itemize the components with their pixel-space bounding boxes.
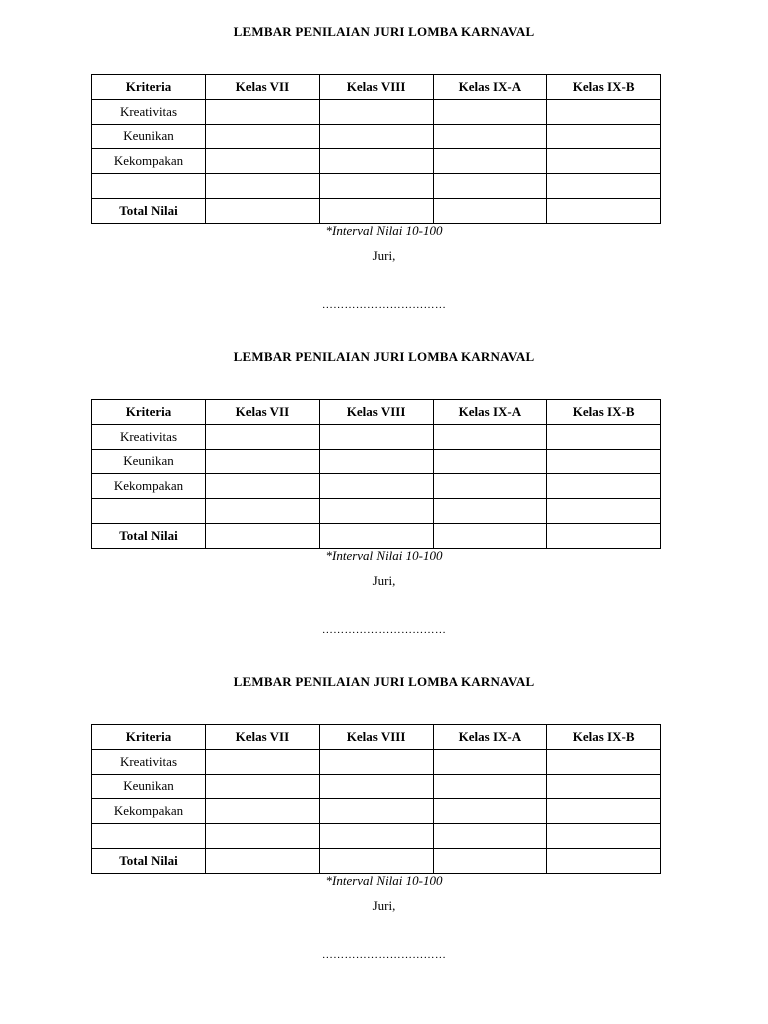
header-kelas-ix-a: Kelas IX-A xyxy=(433,75,547,100)
score-cell[interactable] xyxy=(319,774,433,799)
score-cell[interactable] xyxy=(206,99,320,124)
header-kelas-ix-b: Kelas IX-B xyxy=(547,400,661,425)
row-label xyxy=(92,824,206,849)
header-kelas-viii: Kelas VIII xyxy=(319,400,433,425)
total-cell[interactable] xyxy=(547,198,661,223)
score-cell[interactable] xyxy=(433,474,547,499)
header-kriteria: Kriteria xyxy=(92,400,206,425)
juri-label: Juri, xyxy=(372,248,396,263)
score-cell[interactable] xyxy=(206,474,320,499)
score-cell[interactable] xyxy=(206,174,320,199)
score-cell[interactable] xyxy=(319,99,433,124)
score-cell[interactable] xyxy=(206,449,320,474)
score-cell[interactable] xyxy=(547,424,661,449)
sheet-title: LEMBAR PENILAIAN JURI LOMBA KARNAVAL xyxy=(233,674,535,689)
score-cell[interactable] xyxy=(319,499,433,524)
table-row xyxy=(92,149,661,174)
score-cell[interactable] xyxy=(206,824,320,849)
table-row xyxy=(92,774,661,799)
score-cell[interactable] xyxy=(433,449,547,474)
score-cell[interactable] xyxy=(319,749,433,774)
score-cell[interactable] xyxy=(433,149,547,174)
table-row xyxy=(92,474,661,499)
score-table xyxy=(91,74,661,224)
table-total-row xyxy=(92,848,661,873)
row-label: Keunikan xyxy=(92,124,206,149)
interval-note: *Interval Nilai 10-100 xyxy=(325,873,443,888)
score-cell[interactable] xyxy=(547,499,661,524)
header-kelas-viii: Kelas VIII xyxy=(319,725,433,750)
row-label: Keunikan xyxy=(92,449,206,474)
table-total-row xyxy=(92,198,661,223)
score-cell[interactable] xyxy=(206,424,320,449)
total-cell[interactable] xyxy=(547,848,661,873)
score-cell[interactable] xyxy=(547,799,661,824)
score-cell[interactable] xyxy=(319,449,433,474)
header-kelas-vii: Kelas VII xyxy=(206,725,320,750)
signature-line: …………………………… xyxy=(321,624,447,636)
score-cell[interactable] xyxy=(547,749,661,774)
score-cell[interactable] xyxy=(206,749,320,774)
table-row xyxy=(92,424,661,449)
total-cell[interactable] xyxy=(319,523,433,548)
score-cell[interactable] xyxy=(319,424,433,449)
score-cell[interactable] xyxy=(433,499,547,524)
score-cell[interactable] xyxy=(433,749,547,774)
score-cell[interactable] xyxy=(319,824,433,849)
total-cell[interactable] xyxy=(206,848,320,873)
signature-line: …………………………… xyxy=(321,299,447,311)
total-cell[interactable] xyxy=(433,198,547,223)
header-kelas-viii: Kelas VIII xyxy=(319,75,433,100)
table-row xyxy=(92,174,661,199)
score-cell[interactable] xyxy=(206,499,320,524)
header-kelas-ix-a: Kelas IX-A xyxy=(433,725,547,750)
score-cell[interactable] xyxy=(206,149,320,174)
row-label: Kekompakan xyxy=(92,799,206,824)
header-kelas-ix-b: Kelas IX-B xyxy=(547,725,661,750)
score-cell[interactable] xyxy=(547,824,661,849)
row-label: Kekompakan xyxy=(92,149,206,174)
header-kelas-vii: Kelas VII xyxy=(206,400,320,425)
score-cell[interactable] xyxy=(547,474,661,499)
interval-note: *Interval Nilai 10-100 xyxy=(325,548,443,563)
score-cell[interactable] xyxy=(433,99,547,124)
table-row xyxy=(92,824,661,849)
total-cell[interactable] xyxy=(319,848,433,873)
score-cell[interactable] xyxy=(433,174,547,199)
total-cell[interactable] xyxy=(433,523,547,548)
sheet-title: LEMBAR PENILAIAN JURI LOMBA KARNAVAL xyxy=(233,349,535,364)
row-label: Kekompakan xyxy=(92,474,206,499)
score-table xyxy=(91,724,661,874)
header-kriteria: Kriteria xyxy=(92,725,206,750)
score-cell[interactable] xyxy=(206,774,320,799)
score-cell[interactable] xyxy=(319,799,433,824)
table-row xyxy=(92,799,661,824)
table-row xyxy=(92,749,661,774)
row-label: Kreativitas xyxy=(92,424,206,449)
row-label-total: Total Nilai xyxy=(92,198,206,223)
score-cell[interactable] xyxy=(433,824,547,849)
table-total-row xyxy=(92,523,661,548)
row-label: Keunikan xyxy=(92,774,206,799)
score-cell[interactable] xyxy=(547,174,661,199)
score-cell[interactable] xyxy=(319,124,433,149)
score-cell[interactable] xyxy=(547,124,661,149)
score-cell[interactable] xyxy=(547,449,661,474)
juri-label: Juri, xyxy=(372,573,396,588)
table-header-row xyxy=(92,725,661,750)
row-label xyxy=(92,499,206,524)
table-row xyxy=(92,449,661,474)
sheet-title: LEMBAR PENILAIAN JURI LOMBA KARNAVAL xyxy=(233,24,535,39)
score-cell[interactable] xyxy=(433,774,547,799)
total-cell[interactable] xyxy=(206,198,320,223)
score-cell[interactable] xyxy=(547,99,661,124)
score-cell[interactable] xyxy=(319,149,433,174)
total-cell[interactable] xyxy=(547,523,661,548)
header-kelas-ix-a: Kelas IX-A xyxy=(433,400,547,425)
table-header-row xyxy=(92,400,661,425)
row-label: Kreativitas xyxy=(92,749,206,774)
score-cell[interactable] xyxy=(433,799,547,824)
interval-note: *Interval Nilai 10-100 xyxy=(325,223,443,238)
table-row xyxy=(92,124,661,149)
row-label: Kreativitas xyxy=(92,99,206,124)
row-label-total: Total Nilai xyxy=(92,523,206,548)
total-cell[interactable] xyxy=(319,198,433,223)
score-table xyxy=(91,399,661,549)
row-label-total: Total Nilai xyxy=(92,848,206,873)
score-cell[interactable] xyxy=(206,799,320,824)
signature-line: …………………………… xyxy=(321,949,447,961)
score-cell[interactable] xyxy=(319,474,433,499)
score-cell[interactable] xyxy=(433,124,547,149)
header-kriteria: Kriteria xyxy=(92,75,206,100)
row-label xyxy=(92,174,206,199)
total-cell[interactable] xyxy=(433,848,547,873)
score-cell[interactable] xyxy=(206,124,320,149)
score-cell[interactable] xyxy=(433,424,547,449)
header-kelas-vii: Kelas VII xyxy=(206,75,320,100)
table-header-row xyxy=(92,75,661,100)
score-cell[interactable] xyxy=(547,774,661,799)
score-cell[interactable] xyxy=(547,149,661,174)
total-cell[interactable] xyxy=(206,523,320,548)
juri-label: Juri, xyxy=(372,898,396,913)
header-kelas-ix-b: Kelas IX-B xyxy=(547,75,661,100)
table-row xyxy=(92,499,661,524)
score-cell[interactable] xyxy=(319,174,433,199)
table-row xyxy=(92,99,661,124)
